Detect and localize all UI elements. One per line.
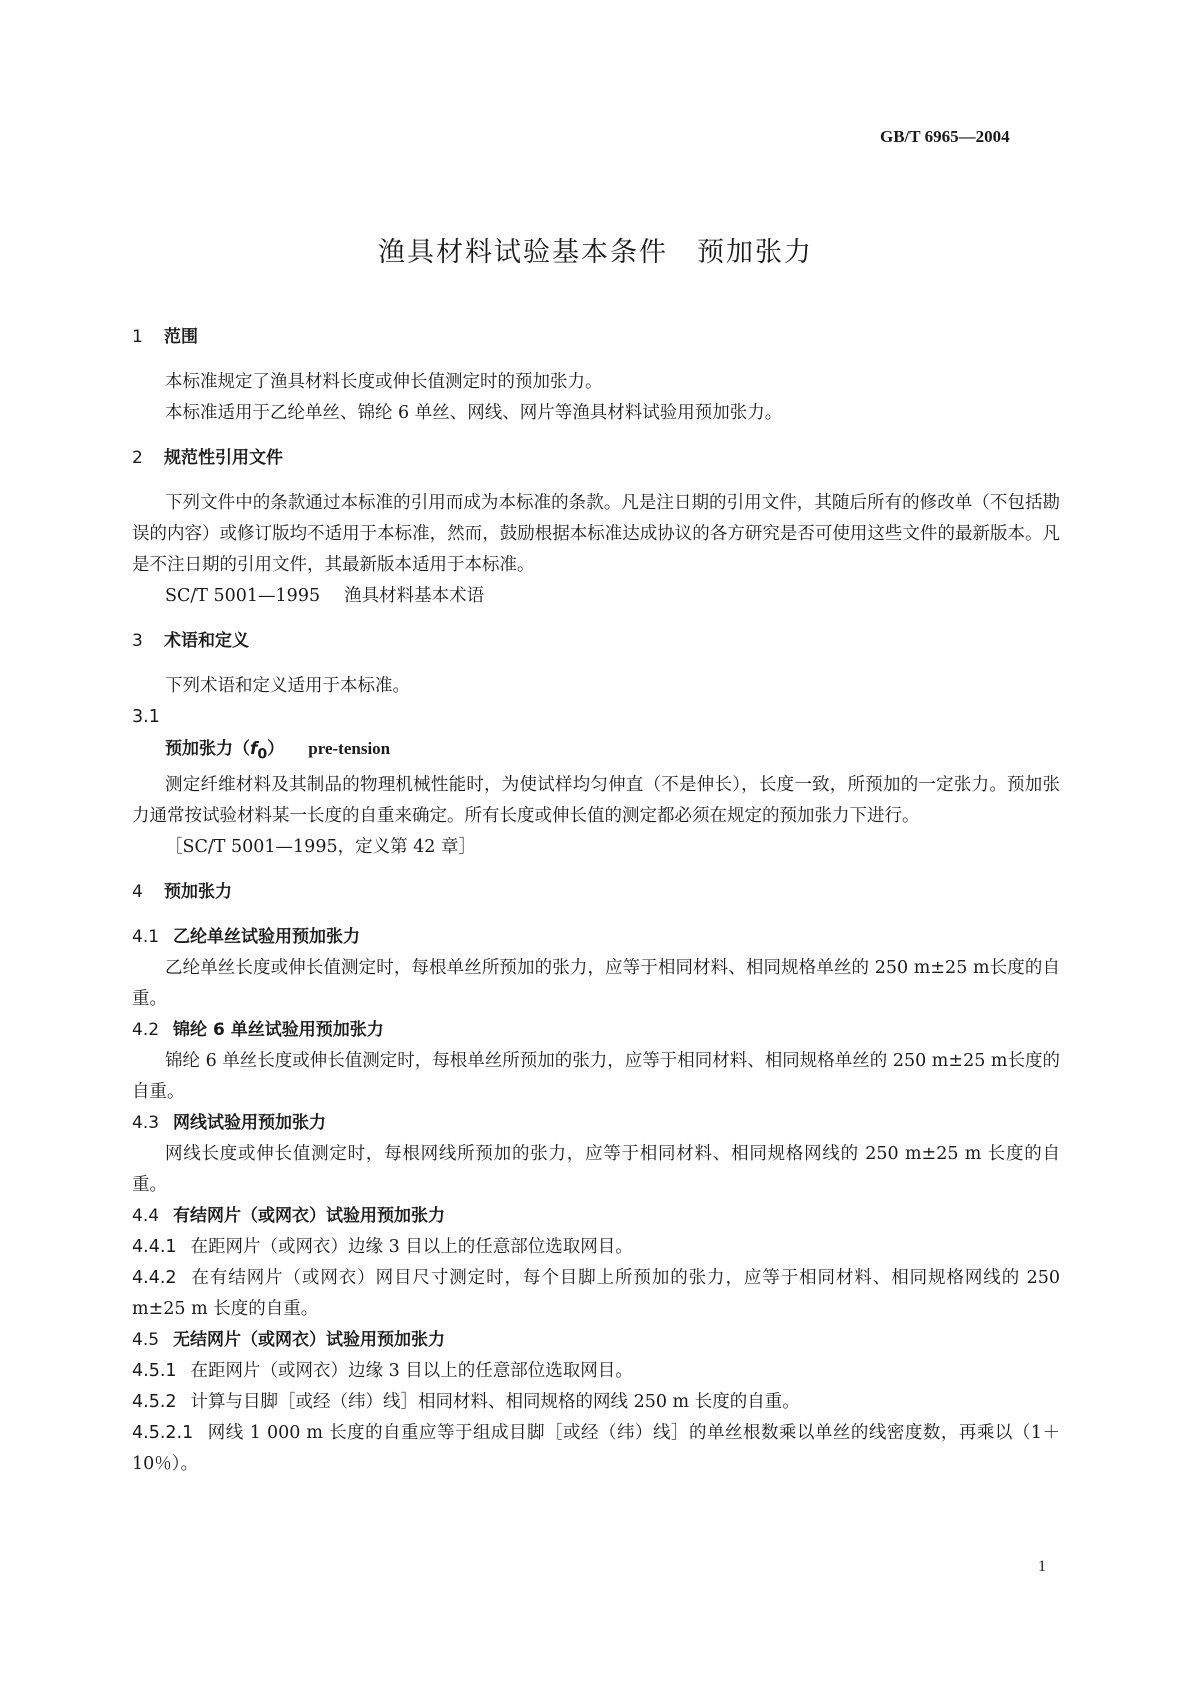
clause-4-5-1 (132, 1356, 1060, 1387)
clause-4-2-heading (132, 1015, 1060, 1046)
reference-code: SC/T 5001—1995 (165, 586, 321, 606)
clause-4-5-2 (132, 1387, 1060, 1418)
clause-number: 4.2 (132, 1020, 160, 1041)
paragraph: 网线长度或伸长值测定时，每根网线所预加的张力，应等于相同材料、相同规格网线的 250 m±25 m 长度的自重。 (132, 1144, 1060, 1196)
clause-number: 4.5.2.1 (132, 1423, 194, 1444)
clause-4-5-2-1 (132, 1418, 1060, 1480)
clause-title: 乙纶单丝试验用预加张力 (173, 927, 361, 948)
clause-text: 计算与目脚［或经（纬）线］相同材料、相同规格的网线 250 m 长度的自重。 (190, 1392, 800, 1413)
term-close: ） (267, 739, 285, 759)
section-title: 术语和定义 (164, 631, 249, 651)
section-title: 规范性引用文件 (164, 448, 283, 468)
standard-code: GB/T 6965—2004 (880, 127, 1010, 146)
clause-title: 锦纶 6 单丝试验用预加张力 (173, 1020, 384, 1041)
term-symbol: f (250, 739, 258, 759)
clause-number: 4.1 (132, 927, 160, 948)
clause-4-4-1 (132, 1232, 1060, 1263)
clause-title: 网线试验用预加张力 (173, 1113, 327, 1134)
term-chinese: 预加张力（ (165, 739, 250, 759)
section-title: 预加张力 (164, 882, 232, 903)
document-body (132, 322, 1060, 1480)
term-english: pre-tension (308, 739, 391, 758)
definition: 测定纤维材料及其制品的物理机械性能时，为使试样均匀伸直（不是伸长），长度一致，所预加的一定张力。预加张力通常按试验材料某一长度的自重来确定。所有长度或伸长值的测定都必须在规定的预加张力下进行。 (132, 775, 1060, 827)
clause-number: 3.1 (132, 707, 160, 727)
clause-4-5-heading (132, 1325, 1060, 1356)
clause-4-1-heading (132, 922, 1060, 953)
section-2-heading (132, 443, 1060, 474)
section-3-heading (132, 626, 1060, 657)
term-subscript: 0 (257, 746, 268, 763)
section-1-heading (132, 322, 1060, 353)
clause-4-4-heading (132, 1201, 1060, 1232)
clause-title: 无结网片（或网衣）试验用预加张力 (173, 1330, 446, 1351)
clause-text: 在有结网片（或网衣）网目尺寸测定时，每个目脚上所预加的张力，应等于相同材料、相同规格网线的 250 m±25 m 长度的自重。 (132, 1268, 1060, 1320)
clause-number: 4.5.2 (132, 1392, 177, 1413)
clause-4-4-2 (132, 1263, 1060, 1325)
section-4-heading (132, 877, 1060, 908)
paragraph: 本标准适用于乙纶单丝、锦纶 6 单丝、网线、网片等渔具材料试验用预加张力。 (165, 403, 783, 423)
reference-title: 渔具材料基本术语 (344, 586, 485, 606)
paragraph: 锦纶 6 单丝长度或伸长值测定时，每根单丝所预加的张力，应等于相同材料、相同规格单丝的 250 m±25 m长度的自重。 (132, 1051, 1060, 1103)
clause-number: 4.5 (132, 1330, 160, 1351)
definition-source: ［SC/T 5001—1995，定义第 42 章］ (165, 837, 476, 858)
paragraph: 本标准规定了渔具材料长度或伸长值测定时的预加张力。 (165, 372, 603, 392)
term-entry (132, 733, 1060, 770)
paragraph: 下列术语和定义适用于本标准。 (165, 676, 410, 696)
section-number: 2 (132, 448, 143, 468)
document-title: 渔具材料试验基本条件 预加张力 (378, 237, 813, 268)
page-number: 1 (1038, 1558, 1046, 1575)
clause-text: 在距网片（或网衣）边缘 3 目以上的任意部位选取网目。 (190, 1237, 633, 1258)
paragraph: 下列文件中的条款通过本标准的引用而成为本标准的条款。凡是注日期的引用文件，其随后所有的修改单（不包括勘误的内容）或修订版均不适用于本标准，然而，鼓励根据本标准达成协议的各方研究是否可使用这些文件的最新版本。凡是不注日期的引用文件，其最新版本适用于本标准。 (132, 493, 1060, 575)
clause-text: 在距网片（或网衣）边缘 3 目以上的任意部位选取网目。 (190, 1361, 633, 1382)
clause-title: 有结网片（或网衣）试验用预加张力 (173, 1206, 446, 1227)
paragraph: 乙纶单丝长度或伸长值测定时，每根单丝所预加的张力，应等于相同材料、相同规格单丝的 250 m±25 m长度的自重。 (132, 958, 1060, 1010)
normative-reference (132, 581, 1060, 612)
clause-text: 网线 1 000 m 长度的自重应等于组成目脚［或经（纬）线］的单丝根数乘以单丝的线密度数，再乘以（1＋10％）。 (132, 1423, 1060, 1475)
clause-number: 4.4.2 (132, 1268, 177, 1289)
clause-number: 4.4.1 (132, 1237, 177, 1258)
clause-number: 4.4 (132, 1206, 160, 1227)
section-number: 1 (132, 327, 143, 347)
section-title: 范围 (164, 327, 198, 347)
section-number: 3 (132, 631, 143, 651)
clause-4-3-heading (132, 1108, 1060, 1139)
clause-number: 4.5.1 (132, 1361, 177, 1382)
section-number: 4 (132, 882, 143, 903)
clause-number: 4.3 (132, 1113, 160, 1134)
